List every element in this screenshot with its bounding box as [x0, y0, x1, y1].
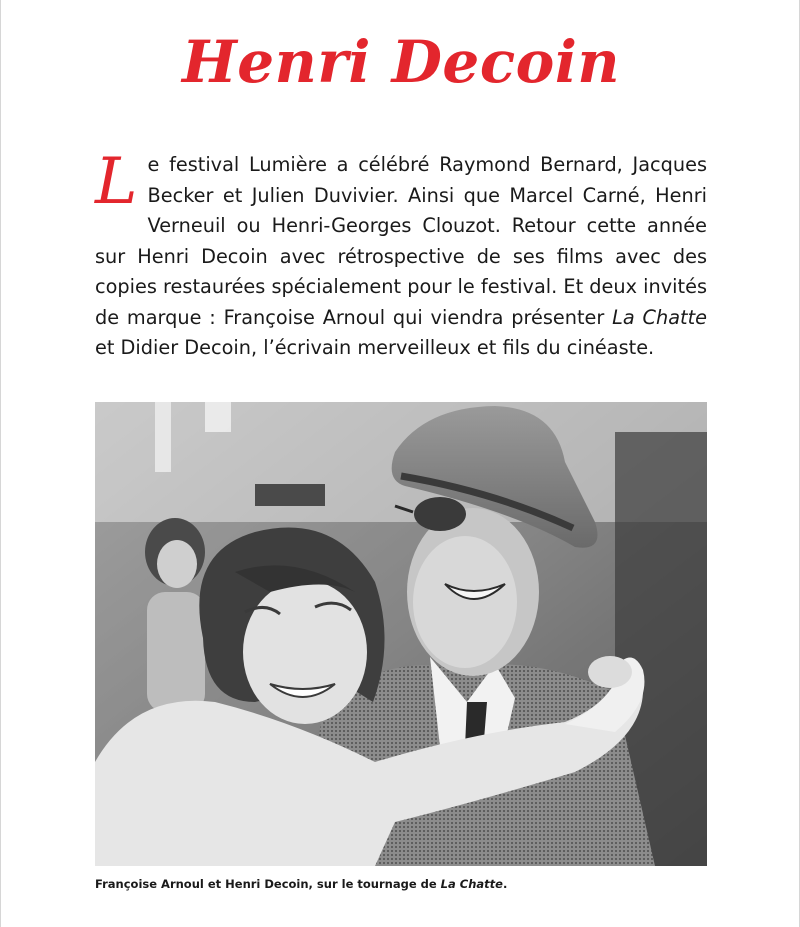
caption-end: .	[502, 877, 508, 891]
article-text-part2: et Didier Decoin, l’écrivain merveilleux et fils du cinéaste.	[95, 336, 655, 359]
article-body	[95, 145, 707, 364]
drop-cap-letter: L	[95, 145, 138, 219]
caption-film-title: La Chatte	[440, 877, 503, 891]
article-text-part1: e festival Lumière a célébré Raymond Bernard, Jacques Becker et Julien Duvivier. Ainsi que Marcel Carné, Henri Verneuil ou Henri-Georges Clouzot. Retour cette année sur Henri Decoin avec rétrospective de ses films avec des copies restaurées spécialement pour le festival. Et deux invités de marque : Françoise Arnoul qui viendra présenter	[95, 153, 707, 329]
article-title: Henri Decoin	[181, 28, 621, 96]
photo-illustration	[95, 402, 707, 866]
photo-caption	[95, 877, 707, 891]
caption-text: Françoise Arnoul et Henri Decoin, sur le tournage de	[95, 877, 441, 891]
article-film-title: La Chatte	[612, 305, 707, 329]
article-photo	[95, 402, 707, 866]
